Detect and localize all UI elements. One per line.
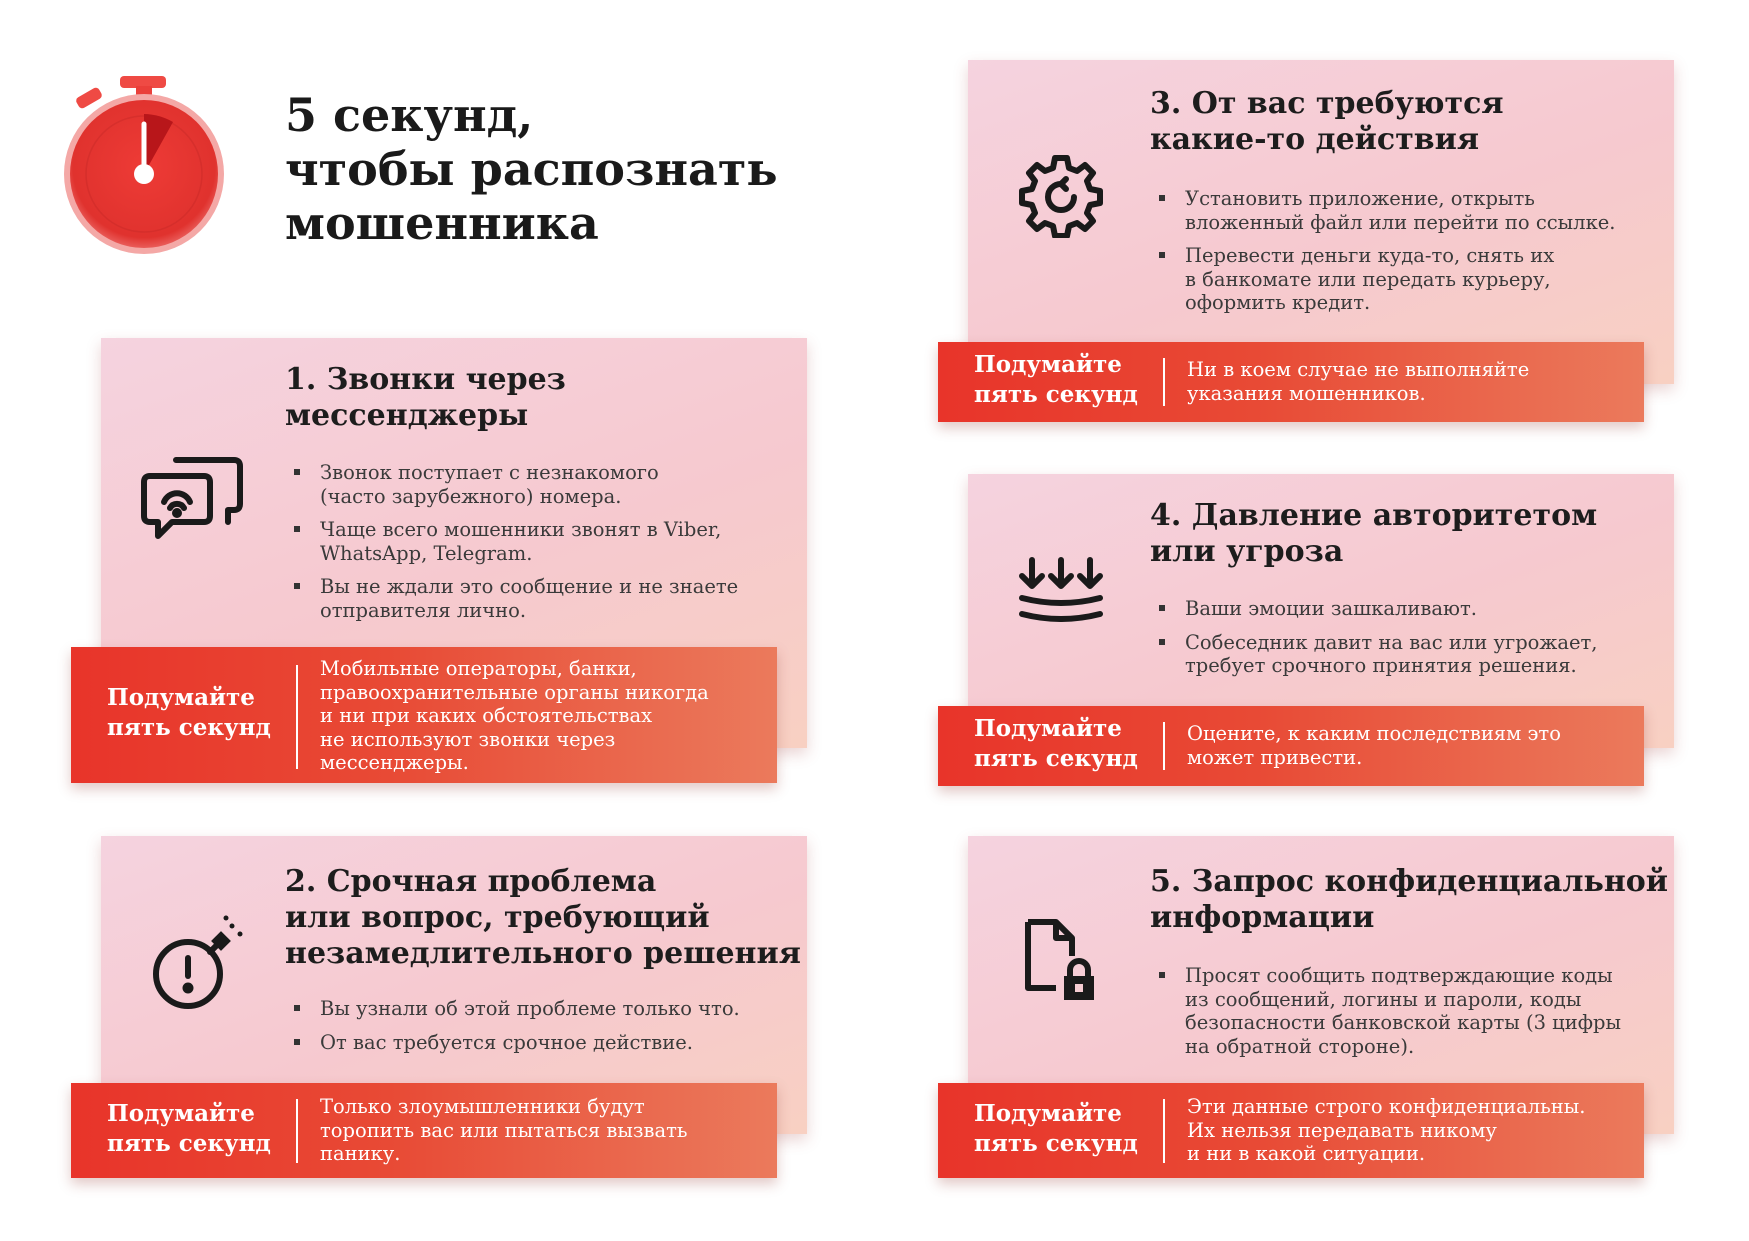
page-title-line: 5 секунд,	[285, 88, 534, 142]
banner-text-line: Ни в коем случае не выполняйте	[1187, 358, 1530, 381]
list-item-line: из сообщений, логины и пароли, коды	[1185, 987, 1582, 1011]
bullet-list	[290, 997, 740, 1064]
banner-text-line: торопить вас или пытаться вызвать	[320, 1118, 688, 1142]
locked-document-icon	[1024, 918, 1100, 1004]
banner-text-line: и ни при каких обстоятельствах	[320, 704, 653, 727]
banner-text-line: и ни в какой ситуации.	[1187, 1142, 1426, 1165]
banner-label-line: пять секунд	[107, 1130, 271, 1157]
list-item	[290, 997, 740, 1021]
list-item-line: Установить приложение, открыть	[1185, 187, 1535, 210]
banner-label-line: Подумайте	[974, 715, 1122, 742]
list-item	[290, 1031, 740, 1055]
card-title-line: 4. Давление авторитетом	[1150, 498, 1598, 533]
banner-text-line: Их нельзя передавать никому	[1187, 1118, 1497, 1142]
banner-label	[974, 1099, 1138, 1159]
list-item	[1155, 964, 1621, 1058]
pressure-arrows-icon	[1018, 556, 1104, 622]
banner-text-line: Эти данные строго конфиденциальны.	[1187, 1095, 1586, 1118]
think-five-seconds-banner	[71, 1083, 777, 1178]
banner-text	[1187, 1095, 1585, 1166]
think-five-seconds-banner	[938, 1083, 1644, 1178]
list-item	[290, 461, 738, 508]
list-item-line: требует срочного принятия решения.	[1185, 654, 1577, 677]
list-item-line: Просят сообщить подтверждающие коды	[1185, 964, 1613, 987]
gear-icon	[1018, 152, 1104, 238]
banner-label	[107, 1099, 271, 1159]
think-five-seconds-banner	[938, 706, 1644, 786]
banner-label-line: пять секунд	[974, 1130, 1138, 1157]
list-item-line: WhatsApp, Telegram.	[320, 541, 533, 565]
list-item-line: Чаще всего мошенники звонят в Viber,	[320, 518, 722, 541]
banner-label	[107, 683, 271, 743]
banner-text-line: может привести.	[1187, 745, 1363, 769]
banner-text-line: не используют звонки через	[320, 727, 616, 751]
banner-label	[974, 350, 1138, 410]
card-title	[1150, 498, 1597, 570]
think-five-seconds-banner	[938, 342, 1644, 422]
list-item	[290, 575, 738, 622]
banner-label-line: Подумайте	[974, 1100, 1122, 1127]
stopwatch-icon	[62, 74, 226, 254]
card-title-line: 1. Звонки через	[285, 362, 566, 397]
banner-divider	[1163, 1099, 1165, 1163]
bomb-icon	[148, 912, 244, 1012]
card-title	[1150, 86, 1504, 158]
card-title-line: 3. От вас требуются	[1150, 86, 1504, 121]
card-title	[285, 864, 801, 972]
list-item-line: безопасности банковской карты (3 цифры	[1185, 1011, 1621, 1034]
banner-text-line: панику.	[320, 1142, 401, 1165]
banner-text-line: Оцените, к каким последствиям это	[1187, 722, 1561, 745]
banner-text-line: Мобильные операторы, банки,	[320, 657, 637, 680]
list-item-line: отправителя лично.	[320, 598, 527, 622]
banner-label-line: Подумайте	[107, 684, 255, 711]
card-title	[285, 362, 566, 434]
list-item-line: Вы не ждали это сообщение и не знаете	[320, 575, 739, 598]
page-title	[285, 88, 778, 250]
banner-divider	[296, 665, 298, 769]
card-title	[1150, 864, 1668, 936]
card-title-line: информации	[1150, 900, 1375, 935]
page-title-line: чтобы распознать	[285, 142, 778, 196]
list-item-line: (часто зарубежного) номера.	[320, 484, 622, 508]
card-title-line: мессенджеры	[285, 398, 529, 433]
banner-text-line: правоохранительные органы никогда	[320, 680, 709, 704]
banner-divider	[296, 1099, 298, 1163]
bullet-list	[1155, 964, 1621, 1068]
banner-label-line: Подумайте	[107, 1100, 255, 1127]
banner-label-line: пять секунд	[107, 714, 271, 741]
list-item-line: Перевести деньги куда-то, снять их	[1185, 244, 1555, 267]
banner-text	[1187, 358, 1529, 405]
list-item	[1155, 597, 1598, 621]
list-item-line: Вы узнали об этой проблеме только что.	[320, 997, 740, 1020]
think-five-seconds-banner	[71, 647, 777, 783]
list-item-line: Звонок поступает с незнакомого	[320, 461, 659, 484]
list-item	[1155, 187, 1616, 234]
banner-label-line: пять секунд	[974, 381, 1138, 408]
banner-divider	[1163, 722, 1165, 770]
list-item-line: оформить кредит.	[1185, 291, 1371, 314]
bullet-list	[1155, 597, 1598, 688]
banner-text-line: мессенджеры.	[320, 751, 469, 774]
card-title-line: или вопрос, требующий	[285, 900, 710, 935]
list-item-line: в банкомате или передать курьеру,	[1185, 267, 1551, 291]
banner-text	[320, 1095, 688, 1166]
banner-text	[320, 657, 709, 775]
page-title-line: мошенника	[285, 196, 599, 250]
banner-label-line: Подумайте	[974, 351, 1122, 378]
banner-text-line: Только злоумышленники будут	[320, 1095, 645, 1118]
card-title-line: или угроза	[1150, 534, 1344, 569]
banner-label	[974, 714, 1138, 774]
list-item-line: От вас требуется срочное действие.	[320, 1030, 693, 1054]
banner-label-line: пять секунд	[974, 745, 1138, 772]
banner-divider	[1163, 358, 1165, 406]
bullet-list	[290, 461, 738, 632]
banner-text-line: указания мошенников.	[1187, 381, 1426, 405]
card-title-line: 5. Запрос конфиденциальной	[1150, 864, 1669, 899]
card-title-line: какие-то действия	[1150, 122, 1480, 157]
list-item-line: Собеседник давит на вас или угрожает,	[1185, 630, 1598, 654]
list-item-line: вложенный файл или перейти по ссылке.	[1185, 210, 1616, 234]
card-title-line: 2. Срочная проблема	[285, 864, 657, 899]
card-title-line: незамедлительного решения	[285, 936, 801, 971]
banner-text	[1187, 722, 1561, 769]
list-item	[1155, 631, 1598, 678]
list-item	[290, 518, 738, 565]
chat-bubbles-icon	[138, 452, 244, 540]
list-item	[1155, 244, 1616, 315]
bullet-list	[1155, 187, 1616, 325]
list-item-line: на обратной стороне).	[1185, 1034, 1415, 1058]
list-item-line: Ваши эмоции зашкаливают.	[1185, 597, 1477, 620]
